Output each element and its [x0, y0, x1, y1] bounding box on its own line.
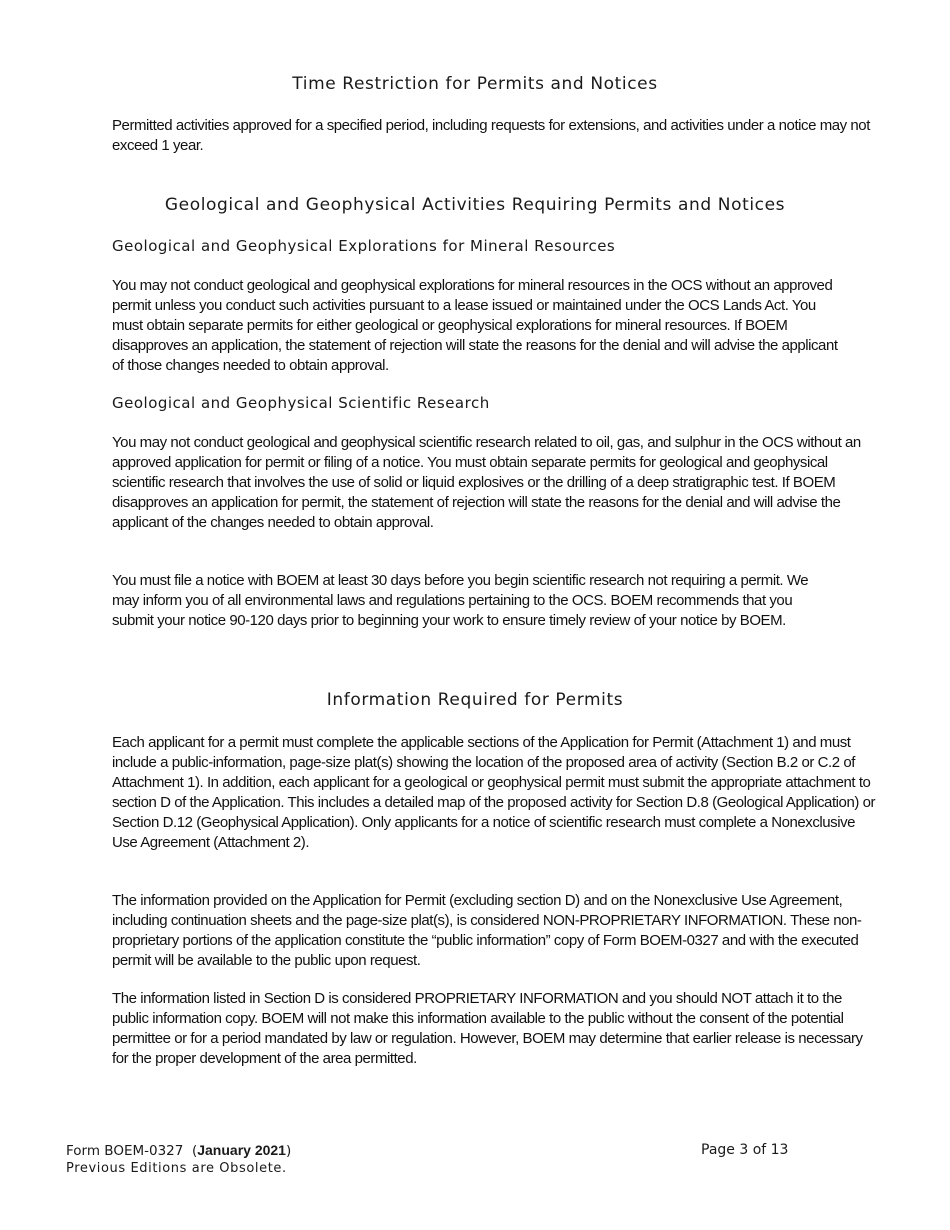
form-date: January 2021 — [197, 1142, 286, 1158]
form-date-close: ) — [285, 1143, 292, 1159]
subsection-title-mineral-explorations: Geological and Geophysical Explorations for Mineral Resources — [112, 237, 616, 255]
section-title-gg-activities: Geological and Geophysical Activities Requiring Permits and Notices — [164, 195, 786, 215]
paragraph-mineral-explorations: You may not conduct geological and geophysical explorations for mineral resources in the OCS without an approved permit unless you conduct such activities pursuant to a lease issued or maintained under the OCS Lands Act. You must obtain separate permits for either geological or geophysical explorations for mineral resources. If BOEM disapproves an application, the statement of rejection will state the reasons for the denial and will advise the applicant of those changes needed to obtain approval. — [112, 277, 838, 374]
subsection-title-scientific-research: Geological and Geophysical Scientific Research — [112, 394, 490, 412]
footer-obsolete-note: Previous Editions are Obsolete. — [66, 1161, 287, 1176]
section-title-time-restriction: Time Restriction for Permits and Notices — [292, 74, 658, 94]
paragraph-application-requirements: Each applicant for a permit must complete the applicable sections of the Application for Permit (Attachment 1) and must include a public-information, page-size plat(s) showing the location of the proposed area of activity (Section B.2 or C.2 of Attachment 1). In addition, each applicant for a geological or geophysical permit must submit the appropriate attachment to section D of the Application. This includes a detailed map of the proposed activity for Section D.8 (Geological Application) or Section D.12 (Geophysical Application). Only applicants for a notice of scientific research must complete a Nonexclusive Use Agreement (Attachment 2). — [112, 734, 876, 851]
form-number: Form BOEM-0327 — [66, 1143, 184, 1159]
footer-form-id — [66, 1142, 291, 1159]
paragraph-scientific-research-notice: You must file a notice with BOEM at least 30 days before you begin scientific research not requiring a permit. We may inform you of all environmental laws and regulations pertaining to the OCS. BOEM recommends that you submit your notice 90-120 days prior to beginning your work to ensure timely review of your notice by BOEM. — [112, 572, 809, 629]
section-title-information-required: Information Required for Permits — [326, 690, 624, 710]
paragraph-time-restriction: Permitted activities approved for a specified period, including requests for extensions, and activities under a notice may not exceed 1 year. — [112, 117, 870, 154]
paragraph-non-proprietary: The information provided on the Application for Permit (excluding section D) and on the Nonexclusive Use Agreement, including continuation sheets and the page-size plat(s), is considered NON-PROPRIETARY INFORMATION. These non-proprietary portions of the application constitute the “public information” copy of Form BOEM-0327 and with the executed permit will be available to the public upon request. — [112, 892, 862, 969]
page-number: Page 3 of 13 — [701, 1142, 789, 1158]
paragraph-scientific-research-permit: You may not conduct geological and geophysical scientific research related to oil, gas, and sulphur in the OCS without an approved application for permit or filing of a notice. You must obtain separate permits for geological and geophysical scientific research that involves the use of solid or liquid explosives or the drilling of a deep stratigraphic test. If BOEM disapproves an application for permit, the statement of rejection will state the reasons for the denial and will advise the applicant of the changes needed to obtain approval. — [112, 434, 861, 531]
form-date-open: ( — [191, 1143, 198, 1159]
paragraph-proprietary: The information listed in Section D is considered PROPRIETARY INFORMATION and you should NOT attach it to the public information copy. BOEM will not make this information available to the public without the consent of the potential permittee or for a period mandated by law or regulation. However, BOEM may determine that earlier release is necessary for the proper development of the area permitted. — [112, 990, 863, 1067]
